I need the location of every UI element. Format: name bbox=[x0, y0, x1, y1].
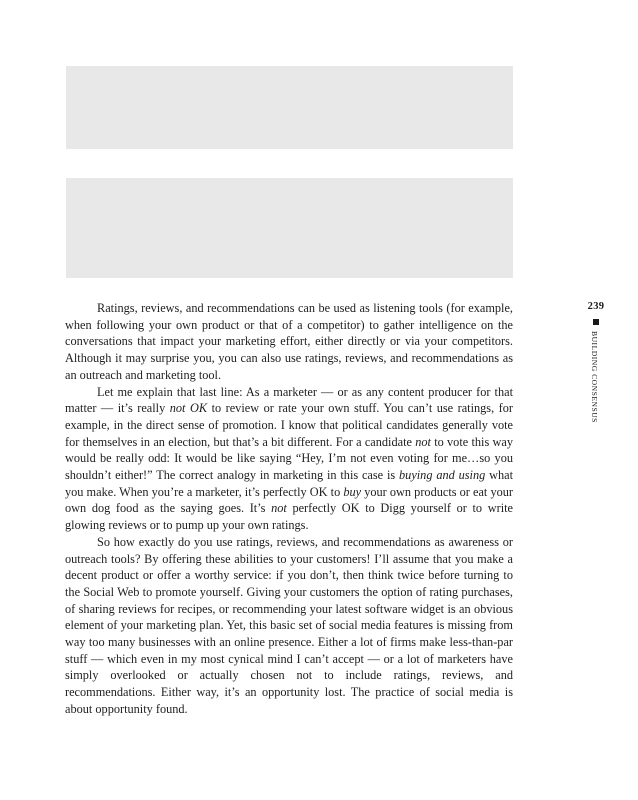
black-square-icon bbox=[593, 319, 599, 325]
page-number: 239 bbox=[587, 301, 605, 312]
body-paragraph: So how exactly do you use ratings, reviews, and recommendations as awareness or outreach tools? By offering these abilities to your customers! I’ll assume that you make a decent product or offer a worthy service: if you don’t, then think twice before turning to the Social Web to promote yourself. Giving your customers the option of rating purchases, of sharing reviews for recipes, or recommending your latest software widget is an obvious element of your marketing plan. Yet, this basic set of social media features is missing from way too many businesses with an online presence. Either a lot of firms make less-than-par stuff — which even in my most cynical mind I can’t accept — or a lot of marketers have simply overlooked or actually chosen not to include ratings, reviews, and recommendations. Either way, it’s an opportunity lost. The practice of social media is about opportunity found. bbox=[65, 534, 513, 716]
body-paragraph: Ratings, reviews, and recommendations can be used as listening tools (for example, when following your own product or that of a competitor) to gather intelligence on the conversations that impact your marketing effort, either directly or via your competitors. Although it may surprise you, you can also use ratings, reviews, and recommendations as an outreach and marketing tool. bbox=[65, 301, 513, 382]
body-text bbox=[65, 300, 513, 718]
body-paragraph: Let me explain that last line: As a marketer — or as any content producer for that matter — it’s really not OK to review or rate your own stuff. You can’t use ratings, for example, in the direct sense of promotion. I know that political candidates generally vote for themselves in an election, but that’s a bit different. For a candidate not to vote this way would be really odd: It would be like saying “Hey, I’m not even voting for me…so you shouldn’t either!” The correct analogy in marketing in this case is buying and using what you make. When you’re a marketer, it’s perfectly OK to buy your own products or eat your own dog food as the saying goes. It’s not perfectly OK to Digg yourself or to write glowing reviews or to pump up your own ratings. bbox=[65, 384, 514, 533]
figure-placeholder-bottom bbox=[66, 178, 513, 278]
figure-placeholder-top bbox=[66, 66, 513, 149]
chapter-title-vertical: BUILDING CONSENSUS bbox=[590, 331, 599, 423]
